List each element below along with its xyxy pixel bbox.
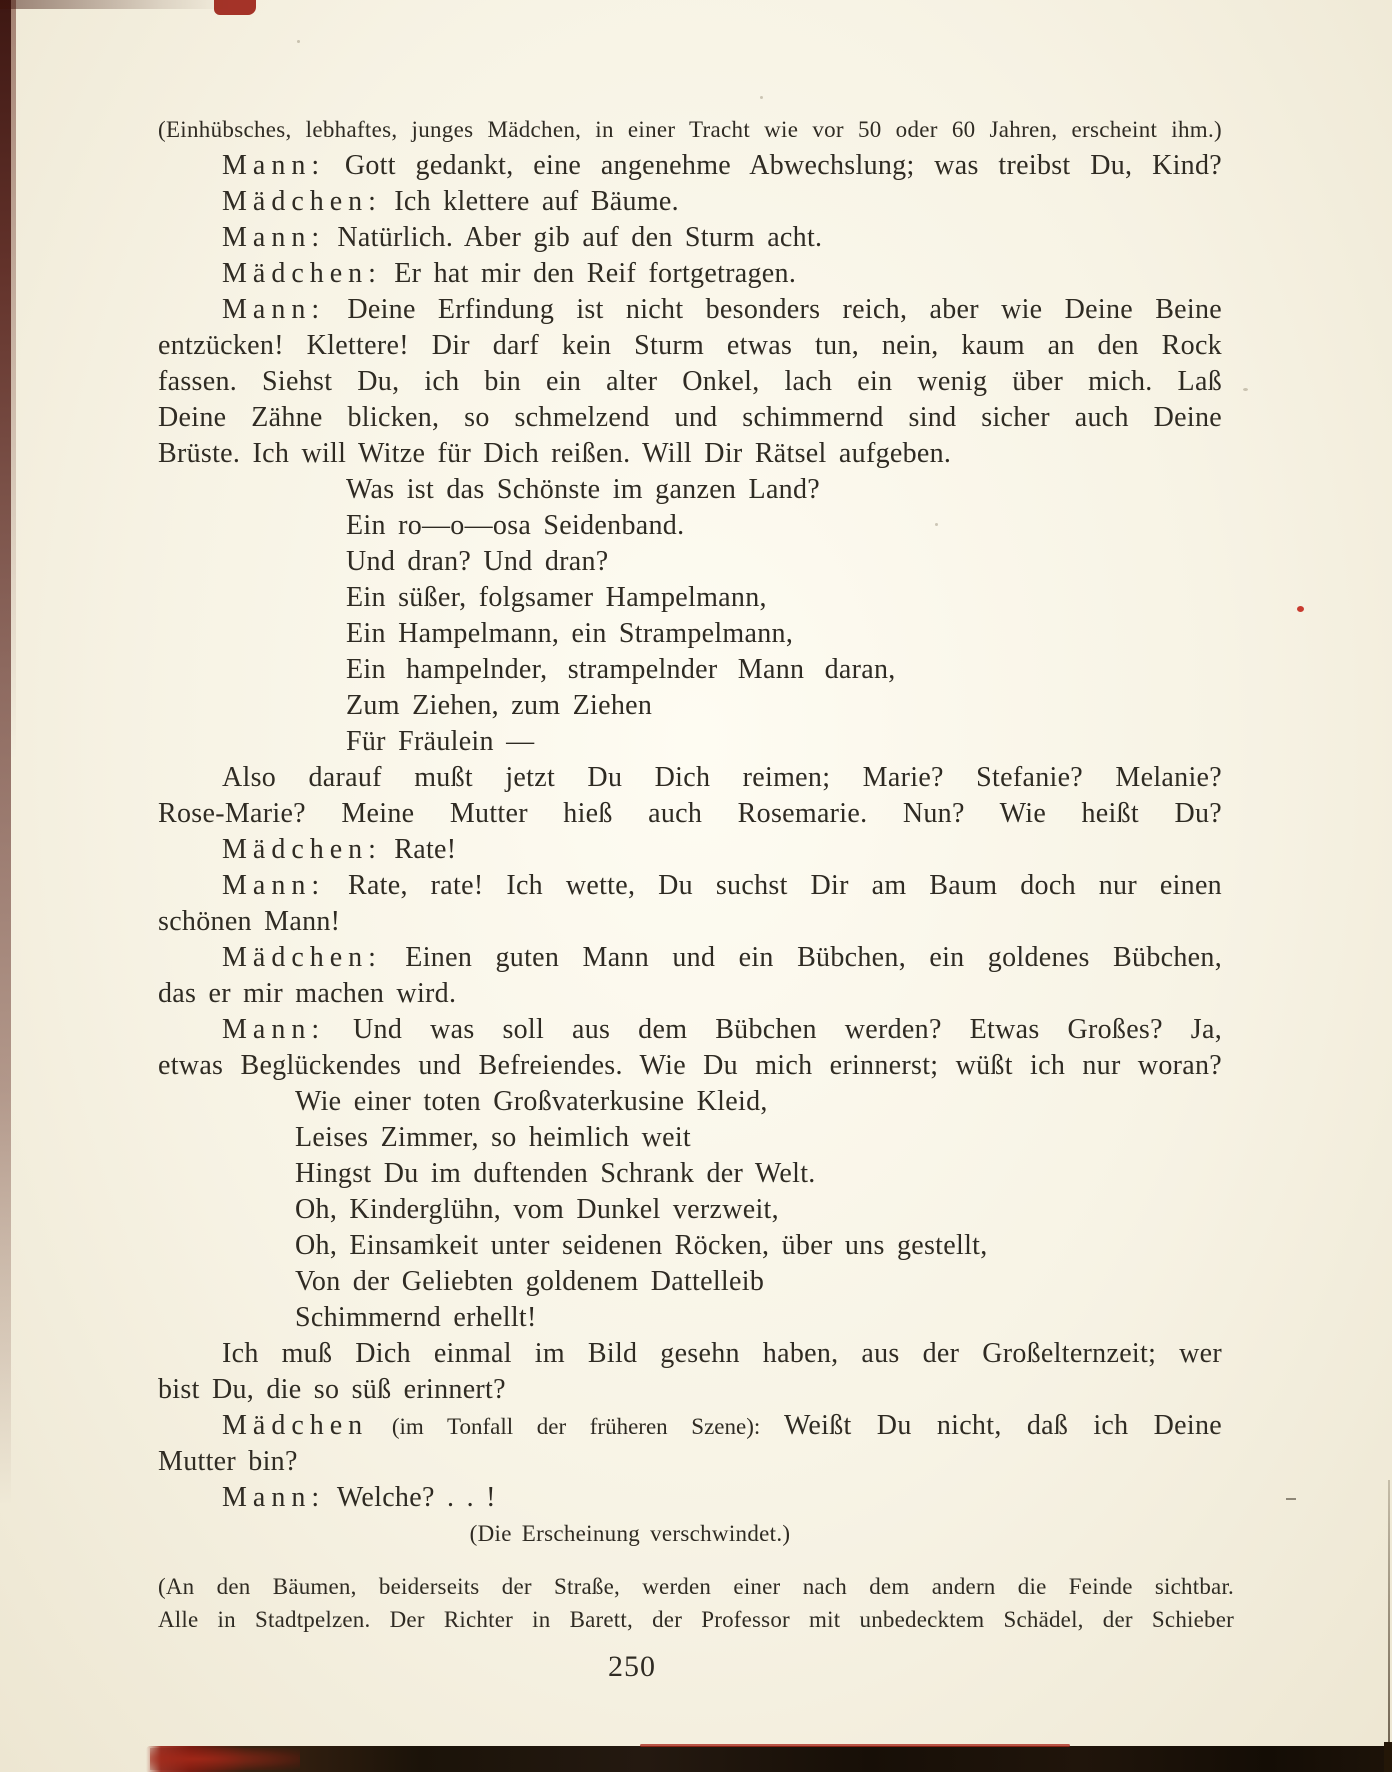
text-line: das er mir machen wird. bbox=[158, 978, 457, 1009]
text-line: Ein Hampelmann, ein Strampelmann, bbox=[346, 618, 794, 649]
text-line: Rose-Marie? Meine Mutter hieß auch Rosemarie. Nun? Wie heißt Du? bbox=[158, 798, 1222, 829]
text-line: Mann: Und was soll aus dem Bübchen werden? Etwas Großes? Ja, bbox=[222, 1014, 1222, 1045]
text-line: Brüste. Ich will Witze für Dich reißen. Will Dir Rätsel aufgeben. bbox=[158, 438, 952, 469]
text-line: Was ist das Schönste im ganzen Land? bbox=[346, 474, 820, 505]
speaker-name: Mann: bbox=[222, 294, 326, 325]
text-line: Und dran? Und dran? bbox=[346, 546, 609, 577]
text-line: Alle in Stadtpelzen. Der Richter in Barett, der Professor mit unbedecktem Schädel, der Schieber bbox=[158, 1607, 1234, 1632]
stage-direction-block bbox=[158, 1570, 1234, 1636]
red-ink-mark-top bbox=[214, 0, 256, 15]
text-line: Mann: Gott gedankt, eine angenehme Abwechslung; was treibst Du, Kind? bbox=[222, 150, 1222, 181]
speaker-name: Mädchen: bbox=[222, 258, 382, 289]
speaker-name: Mann: bbox=[222, 870, 326, 901]
speaker-name: Mädchen bbox=[222, 1410, 369, 1441]
text-line: entzücken! Klettere! Dir darf kein Sturm etwas tun, nein, kaum an den Rock bbox=[158, 330, 1222, 361]
speaker-name: Mädchen: bbox=[222, 186, 382, 217]
speaker-name: Mädchen: bbox=[222, 834, 382, 865]
text-line: (An den Bäumen, beiderseits der Straße, werden einer nach dem andern die Feinde sichtbar. bbox=[158, 1574, 1234, 1599]
text-line: Mädchen (im Tonfall der früheren Szene): Weißt Du nicht, daß ich Deine bbox=[222, 1410, 1222, 1441]
text-line: Also darauf mußt jetzt Du Dich reimen; Marie? Stefanie? Melanie? bbox=[222, 762, 1222, 793]
text-line: Mutter bin? bbox=[158, 1446, 298, 1477]
red-ink-speck bbox=[1297, 606, 1304, 612]
text-line: Mädchen: Einen guten Mann und ein Bübchen, ein goldenes Bübchen, bbox=[222, 942, 1222, 973]
text-line: Von der Geliebten goldenem Dattelleib bbox=[295, 1266, 765, 1297]
text-line: Mädchen: Rate! bbox=[222, 834, 457, 865]
text-line: Ein hampelnder, strampelnder Mann daran, bbox=[346, 654, 896, 685]
text-line: fassen. Siehst Du, ich bin ein alter Onkel, lach ein wenig über mich. Laß bbox=[158, 366, 1222, 397]
text-line: Leises Zimmer, so heimlich weit bbox=[295, 1122, 691, 1153]
speaker-name: Mann: bbox=[222, 150, 326, 181]
scan-edge-top-shadow bbox=[0, 0, 230, 9]
text-line: schönen Mann! bbox=[158, 906, 341, 937]
text-line: Wie einer toten Großvaterkusine Kleid, bbox=[295, 1086, 768, 1117]
page-number: 250 bbox=[608, 1650, 656, 1683]
scan-edge-bottom-red-line bbox=[640, 1744, 1070, 1747]
speaker-name: Mann: bbox=[222, 1482, 326, 1513]
text-line: Mann: Welche? . . ! bbox=[222, 1482, 496, 1513]
text-line: Ich muß Dich einmal im Bild gesehn haben, aus der Großelternzeit; wer bbox=[222, 1338, 1222, 1369]
text-line: (Die Erscheinung verschwindet.) bbox=[469, 1521, 791, 1546]
paper-speck bbox=[297, 40, 300, 43]
text-line: Zum Ziehen, zum Ziehen bbox=[346, 690, 653, 721]
scan-edge-left-strip-fade bbox=[11, 0, 16, 760]
text-line: Mann: Deine Erfindung ist nicht besonders reich, aber wie Deine Beine bbox=[222, 294, 1222, 325]
inline-stage-direction: (im Tonfall der früheren Szene): bbox=[368, 1414, 784, 1439]
text-line: Oh, Kinderglühn, vom Dunkel verzweit, bbox=[295, 1194, 779, 1225]
paper-speck bbox=[1243, 388, 1248, 391]
speaker-name: Mann: bbox=[222, 222, 326, 253]
play-text-column bbox=[158, 112, 1222, 1552]
text-line: (Einhübsches, lebhaftes, junges Mädchen, in einer Tracht wie vor 50 oder 60 Jahren, erscheint ihm.) bbox=[158, 117, 1222, 142]
text-line: Ein süßer, folgsamer Hampelmann, bbox=[346, 582, 767, 613]
text-line: Mädchen: Er hat mir den Reif fortgetragen. bbox=[222, 258, 797, 289]
scan-edge-left-strip bbox=[0, 0, 11, 1505]
scan-edge-bottom-right-corner bbox=[1384, 1742, 1392, 1772]
scan-edge-bottom-red-blotch bbox=[150, 1748, 300, 1770]
text-line: Für Fräulein — bbox=[346, 726, 535, 757]
speaker-name: Mann: bbox=[222, 1014, 326, 1045]
stray-pen-mark bbox=[1286, 1498, 1296, 1500]
text-line: Deine Zähne blicken, so schmelzend und schimmernd sind sicher auch Deine bbox=[158, 402, 1222, 433]
scan-edge-right-line bbox=[1388, 1480, 1390, 1772]
paper-speck bbox=[760, 96, 763, 99]
text-line: Mann: Rate, rate! Ich wette, Du suchst Dir am Baum doch nur einen bbox=[222, 870, 1222, 901]
text-line: Oh, Einsamkeit unter seidenen Röcken, über uns gestellt, bbox=[295, 1230, 988, 1261]
text-line: Hingst Du im duftenden Schrank der Welt. bbox=[295, 1158, 816, 1189]
text-line: Schimmernd erhellt! bbox=[295, 1302, 537, 1333]
speaker-name: Mädchen: bbox=[222, 942, 382, 973]
text-line: etwas Beglückendes und Befreiendes. Wie Du mich erinnerst; wüßt ich nur woran? bbox=[158, 1050, 1222, 1081]
scan-edge-bottom-band bbox=[146, 1746, 1392, 1772]
text-line: Ein ro—o—osa Seidenband. bbox=[346, 510, 685, 541]
text-line: bist Du, die so süß erinnert? bbox=[158, 1374, 506, 1405]
text-line: Mann: Natürlich. Aber gib auf den Sturm acht. bbox=[222, 222, 823, 253]
text-line: Mädchen: Ich klettere auf Bäume. bbox=[222, 186, 679, 217]
